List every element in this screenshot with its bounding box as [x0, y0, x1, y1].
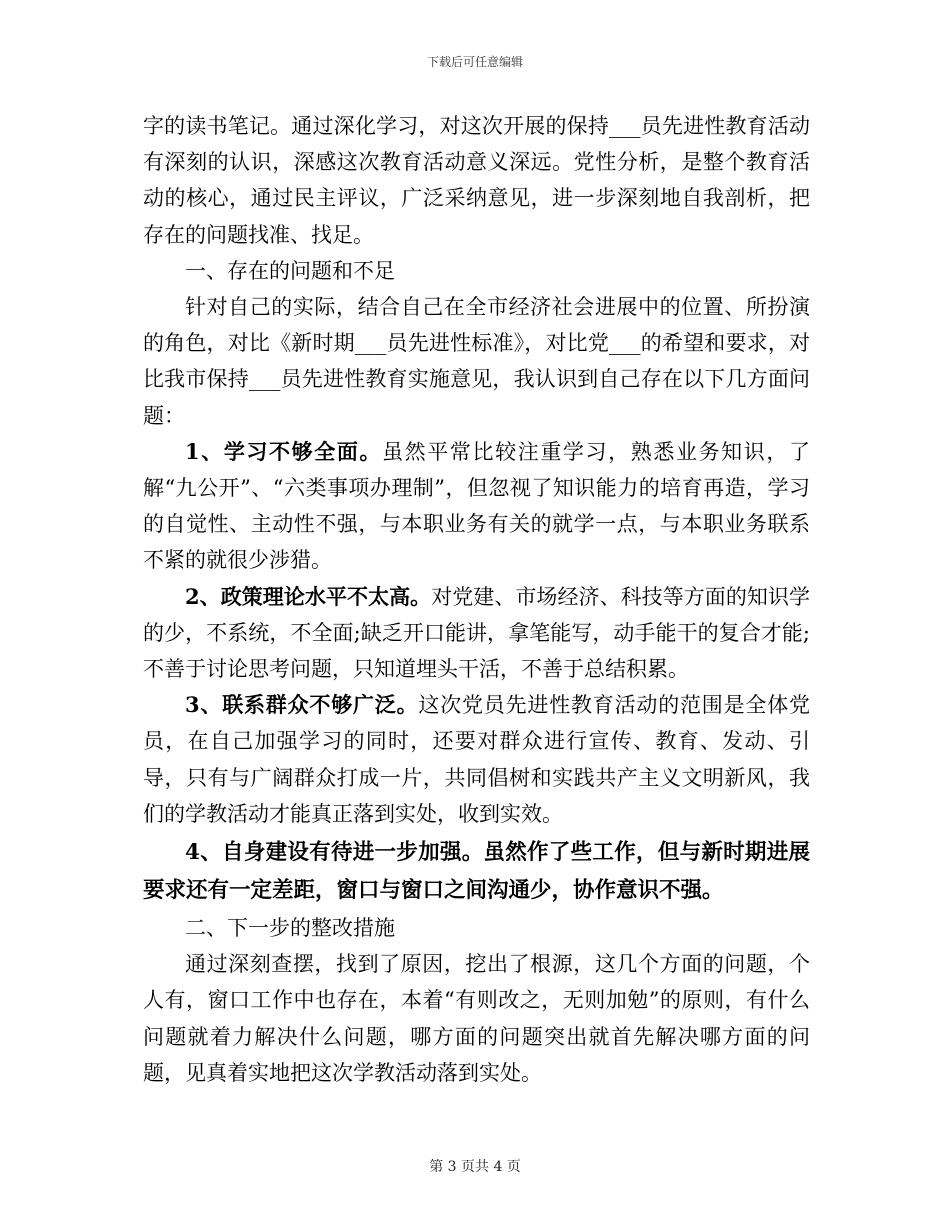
item-3-lead: 3、联系群众不够广泛。 — [185, 692, 419, 718]
paragraph-problems-intro: 针对自己的实际，结合自己在全市经济社会进展中的位置、所扮演的角色，对比《新时期___员先进性标准》，对比党___的希望和要求，对比我市保持___员先进性教育实施意见，我认识到自己存在以下几方面问题： — [143, 295, 810, 428]
page-header: 下载后可任意编辑 — [426, 55, 523, 69]
document-body — [143, 108, 810, 1091]
page-footer: 第 3 页共 4 页 — [429, 1159, 521, 1175]
paragraph-measures: 通过深刻查摆，找到了原因，挖出了根源，这几个方面的问题，个人有，窗口工作中也存在，本着“有则改之，无则加勉”的原则，有什么问题就着力解决什么问题，哪方面的问题突出就首先解决哪方面的问题，见真着实地把这次学教活动落到实处。 — [143, 952, 810, 1085]
item-1-lead: 1、学习不够全面。 — [185, 438, 383, 464]
section-heading-problems: 一、存在的问题和不足 — [185, 258, 395, 283]
item-2-text: 对党建、市场经济、科技等方面的知识学的少，不系统，不全面;缺乏开口能讲，拿笔能写，动手能干的复合才能;不善于讨论思考问题，只知道埋头干活，不善于总结积累。 — [143, 584, 810, 682]
paragraph-item-2 — [143, 579, 810, 688]
section-heading-measures: 二、下一步的整改措施 — [185, 916, 395, 941]
paragraph-item-3 — [143, 687, 810, 832]
item-3-text: 这次党员先进性教育活动的范围是全体党员，在自己加强学习的同时，还要对群众进行宣传、教育、发动、引导，只有与广阔群众打成一片，共同倡树和实践共产主义文明新风，我们的学教活动才能真正落到实处，收到实效。 — [143, 693, 810, 826]
paragraph-intro: 字的读书笔记。通过深化学习，对这次开展的保持___员先进性教育活动有深刻的认识，深感这次教育活动意义深远。党性分析，是整个教育活动的核心，通过民主评议，广泛采纳意见，进一步深刻地自我剖析，把存在的问题找准、找足。 — [143, 114, 810, 247]
item-2-lead: 2、政策理论水平不太高。 — [185, 583, 432, 609]
paragraph-item-4: 4、自身建设有待进一步加强。虽然作了些工作，但与新时期进展要求还有一定差距，窗口与窗口之间沟通少，协作意识不强。 — [143, 840, 810, 904]
item-1-text: 虽然平常比较注重学习，熟悉业务知识，了解“九公开”、“六类事项办理制”，但忽视了知识能力的培育再造，学习的自觉性、主动性不强，与本职业务有关的就学一点，与本职业务联系不紧的就很少涉猎。 — [143, 439, 810, 573]
paragraph-item-1 — [143, 434, 810, 579]
